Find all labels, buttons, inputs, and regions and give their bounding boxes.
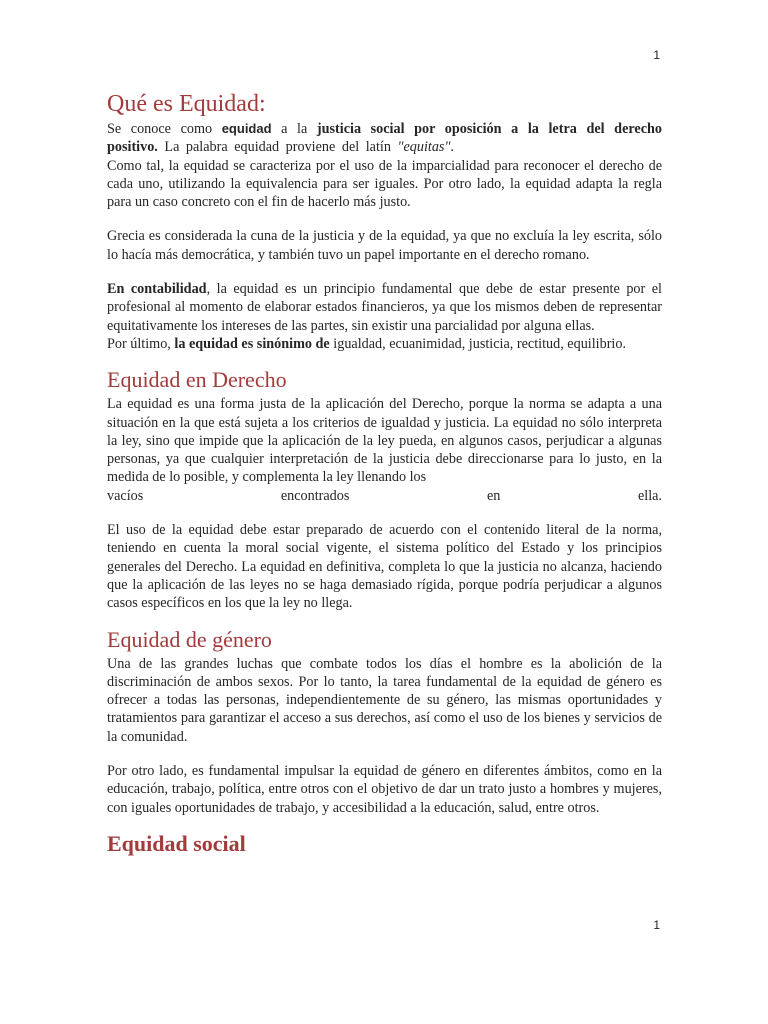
text-a-la: a la: [271, 121, 317, 137]
heading-que-es-equidad: Qué es Equidad:: [107, 91, 266, 117]
text-sinonimos: igualdad, ecuanimidad, justicia, rectitud, equilibrio.: [329, 335, 627, 352]
term-sinonimo: la equidad es sinónimo de: [174, 335, 330, 352]
paragraph-genero-2: Por otro lado, es fundamental impulsar la equidad de género en diferentes ámbitos, como en la educación, trabajo, política, entre otros con el objetivo de dar un trato justo a hombres y mujeres, con iguales oportunidades de trabajo, y accesibilidad a la educación, salud, entre otros.: [107, 763, 662, 816]
latin-term: "equitas": [397, 139, 451, 156]
word-vacios: vacíos: [107, 487, 144, 504]
text-intro: Se conoce como: [107, 121, 213, 137]
term-contabilidad: En contabilidad: [107, 281, 207, 298]
text-period: .: [450, 139, 454, 156]
definition-bold: justicia social por oposición a la letra del derecho positivo.: [107, 121, 662, 156]
paragraph-contabilidad: [107, 280, 662, 335]
word-en: en: [486, 487, 501, 504]
document-body: [107, 88, 662, 859]
paragraph-derecho-1: La equidad es una forma justa de la aplicación del Derecho, porque la norma se adapta a una situación en la que está sujeta a los criterios de igualdad y justicia. La equidad no sólo interpreta la ley, sino que impide que la aplicación de la ley pueda, en algunos casos, perjudicar a algunas personas, ya que cualquier interpretación de la justicia debe direccionarse para lo justo, en la medida de lo posible, y complementa la ley llenando los: [107, 396, 662, 486]
heading-equidad-derecho: Equidad en Derecho: [107, 367, 287, 393]
text-etymology: La palabra equidad proviene del latín: [157, 139, 398, 156]
page-number-top: 1: [653, 48, 660, 62]
text-por-ultimo: Por último,: [107, 335, 175, 352]
term-equidad: equidad: [221, 121, 272, 136]
page-number-bottom: 1: [653, 918, 660, 932]
paragraph-definition: [107, 120, 662, 157]
word-ella: ella.: [637, 487, 662, 504]
paragraph-sinonimos: [107, 335, 662, 353]
paragraph-caracteristicas: Como tal, la equidad se caracteriza por el uso de la imparcialidad para reconocer el derecho de cada uno, utilizando la equivalencia para ser iguales. Por otro lado, la equidad adapta la regla para un caso concreto con el fin de hacerlo más justo.: [107, 157, 662, 211]
paragraph-genero-1: Una de las grandes luchas que combate todos los días el hombre es la abolición de la discriminación de ambos sexos. Por lo tanto, la tarea fundamental de la equidad de género es ofrecer a todas las personas, independientemente de su género, las mismas oportunidades y tratamientos para garantizar el acceso a sus derechos, así como el uso de los bienes y servicios de la comunidad.: [107, 655, 662, 745]
paragraph-derecho-1-last-line: [107, 487, 662, 505]
word-encontrados: encontrados: [280, 487, 350, 504]
paragraph-derecho-2: El uso de la equidad debe estar preparado de acuerdo con el contenido literal de la norma, teniendo en cuenta la moral social vigente, el sistema político del Estado y los principios generales del Derecho. La equidad en definitiva, completa lo que la justicia no alcanza, haciendo que la aplicación de las leyes no se haga demasiado rígida, porque podría perjudicar a algunos casos específicos en los que la ley no llega.: [107, 522, 662, 612]
paragraph-grecia: Grecia es considerada la cuna de la justicia y de la equidad, ya que no excluía la ley escrita, sólo lo hacía más democrática, y también tuvo un papel importante en el derecho romano.: [107, 228, 662, 263]
text-contabilidad: , la equidad es un principio fundamental que debe de estar presente por el profesional al momento de elaborar estados financieros, ya que los mismos deben de representar equitativamente los intereses de las partes, sin existir una parcialidad por alguna ellas.: [107, 281, 662, 334]
heading-equidad-social: Equidad social: [107, 830, 246, 856]
heading-equidad-genero: Equidad de género: [107, 626, 272, 652]
